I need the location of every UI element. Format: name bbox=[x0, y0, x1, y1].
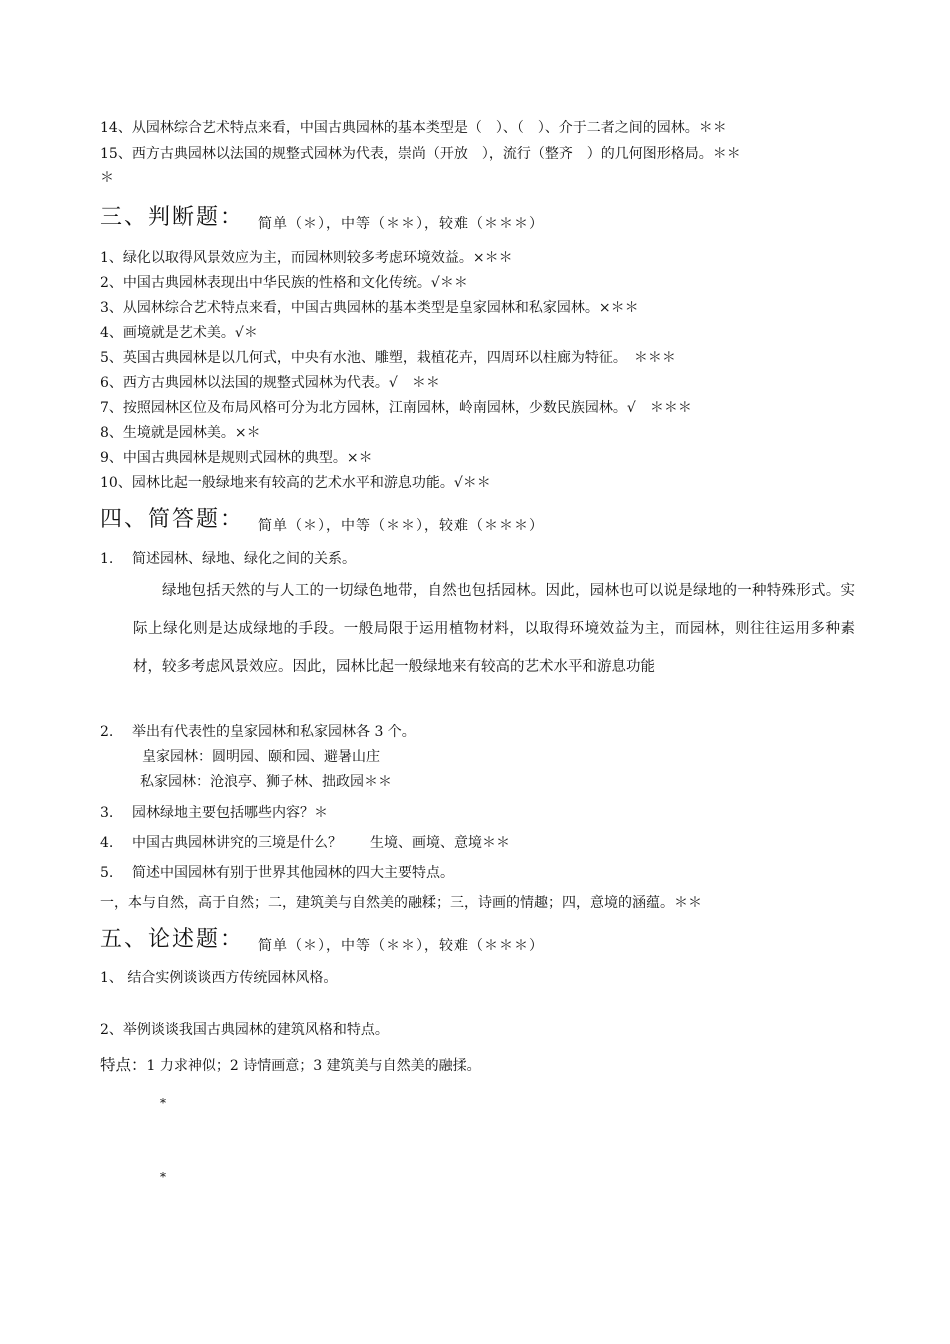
section-title: 三、判断题： bbox=[100, 205, 245, 230]
fill-in-item-15: 15、西方古典园林以法国的规整式园林为代表，崇尚（开放 ），流行（整齐 ）的几何图形格局。＊＊ bbox=[100, 146, 741, 162]
answer-royal-gardens: 皇家园林：圆明园、颐和园、避暑山庄 bbox=[142, 749, 380, 765]
short-answer-question-5 bbox=[100, 863, 454, 883]
judgement-item: 6、西方古典园林以法国的规整式园林为代表。√ ＊＊ bbox=[100, 375, 440, 391]
answer-private-gardens: 私家园林：沧浪亭、狮子林、拙政园＊＊ bbox=[140, 774, 392, 790]
star-mark: * bbox=[160, 1170, 166, 1184]
essay-question-1: 1、 结合实例谈谈西方传统园林风格。 bbox=[100, 970, 338, 986]
judgement-item: 3、从园林综合艺术特点来看，中国古典园林的基本类型是皇家园林和私家园林。×＊＊ bbox=[100, 300, 639, 316]
question-number: 5. bbox=[100, 865, 114, 881]
difficulty-legend: 简单（＊），中等（＊＊），较难（＊＊＊） bbox=[258, 518, 545, 534]
section-heading-judgement bbox=[100, 200, 544, 231]
difficulty-legend: 简单（＊），中等（＊＊），较难（＊＊＊） bbox=[258, 938, 545, 954]
section-title: 五、论述题： bbox=[100, 927, 245, 952]
section-title: 四、简答题： bbox=[100, 507, 245, 532]
judgement-item: 4、画境就是艺术美。√＊ bbox=[100, 325, 258, 341]
judgement-item: 7、按照园林区位及布局风格可分为北方园林，江南园林，岭南园林，少数民族园林。√ ＊＊＊ bbox=[100, 400, 692, 416]
essay-question-2: 2、举例谈谈我国古典园林的建筑风格和特点。 bbox=[100, 1022, 389, 1038]
judgement-item: 10、园林比起一般绿地来有较高的艺术水平和游息功能。√＊＊ bbox=[100, 475, 491, 491]
short-answer-question-3 bbox=[100, 803, 328, 823]
short-answer-question-2 bbox=[100, 722, 416, 742]
question-number: 1. bbox=[100, 551, 114, 567]
answer-paragraph-5: 一，本与自然，高于自然；二，建筑美与自然美的融糅；三，诗画的情趣；四，意境的涵蕴。＊＊ bbox=[100, 895, 702, 911]
judgement-item: 1、绿化以取得风景效应为主，而园林则较多考虑环境效益。×＊＊ bbox=[100, 250, 513, 266]
question-text: 简述园林、绿地、绿化之间的关系。 bbox=[132, 551, 356, 567]
judgement-item: 5、英国古典园林是以几何式，中央有水池、雕塑，栽植花卉，四周环以柱廊为特征。 ＊＊＊ bbox=[100, 350, 676, 366]
section-heading-short-answer bbox=[100, 502, 544, 533]
answer-paragraph-1: 绿地包括天然的与人工的一切绿色地带，自然也包括园林。因此，园林也可以说是绿地的一种特殊形式。实际上绿化则是达成绿地的手段。一般局限于运用植物材料，以取得环境效益为主，而园林，则往往运用多种素材，较多考虑风景效应。因此，园林比起一般绿地来有较高的艺术水平和游息功能 bbox=[133, 583, 855, 675]
question-text: 园林绿地主要包括哪些内容？＊ bbox=[132, 805, 328, 821]
fill-in-item-15-continuation: ＊ bbox=[100, 170, 114, 186]
judgement-item: 2、中国古典园林表现出中华民族的性格和文化传统。√＊＊ bbox=[100, 275, 468, 291]
question-number: 3. bbox=[100, 805, 114, 821]
short-answer-question-4 bbox=[100, 833, 510, 853]
fill-in-item-14: 14、从园林综合艺术特点来看，中国古典园林的基本类型是（ ）、（ ）、介于二者之间的园林。＊＊ bbox=[100, 120, 727, 136]
question-text: 简述中国园林有别于世界其他园林的四大主要特点。 bbox=[132, 865, 454, 881]
question-text: 中国古典园林讲究的三境是什么？ 生境、画境、意境＊＊ bbox=[132, 835, 510, 851]
difficulty-legend: 简单（＊），中等（＊＊），较难（＊＊＊） bbox=[258, 216, 545, 232]
section-heading-essay bbox=[100, 922, 544, 953]
answer-label: 特点： bbox=[100, 1056, 147, 1074]
question-number: 2. bbox=[100, 724, 114, 740]
question-text: 举出有代表性的皇家园林和私家园林各 3 个。 bbox=[132, 724, 416, 740]
short-answer-question-1 bbox=[100, 549, 356, 569]
judgement-item: 8、生境就是园林美。×＊ bbox=[100, 425, 261, 441]
star-mark: * bbox=[160, 1096, 166, 1110]
question-number: 4. bbox=[100, 835, 114, 851]
essay-answer-2 bbox=[100, 1055, 481, 1076]
answer-text: 1 力求神似；2 诗情画意；3 建筑美与自然美的融揉。 bbox=[146, 1058, 481, 1074]
judgement-item: 9、中国古典园林是规则式园林的典型。×＊ bbox=[100, 450, 373, 466]
